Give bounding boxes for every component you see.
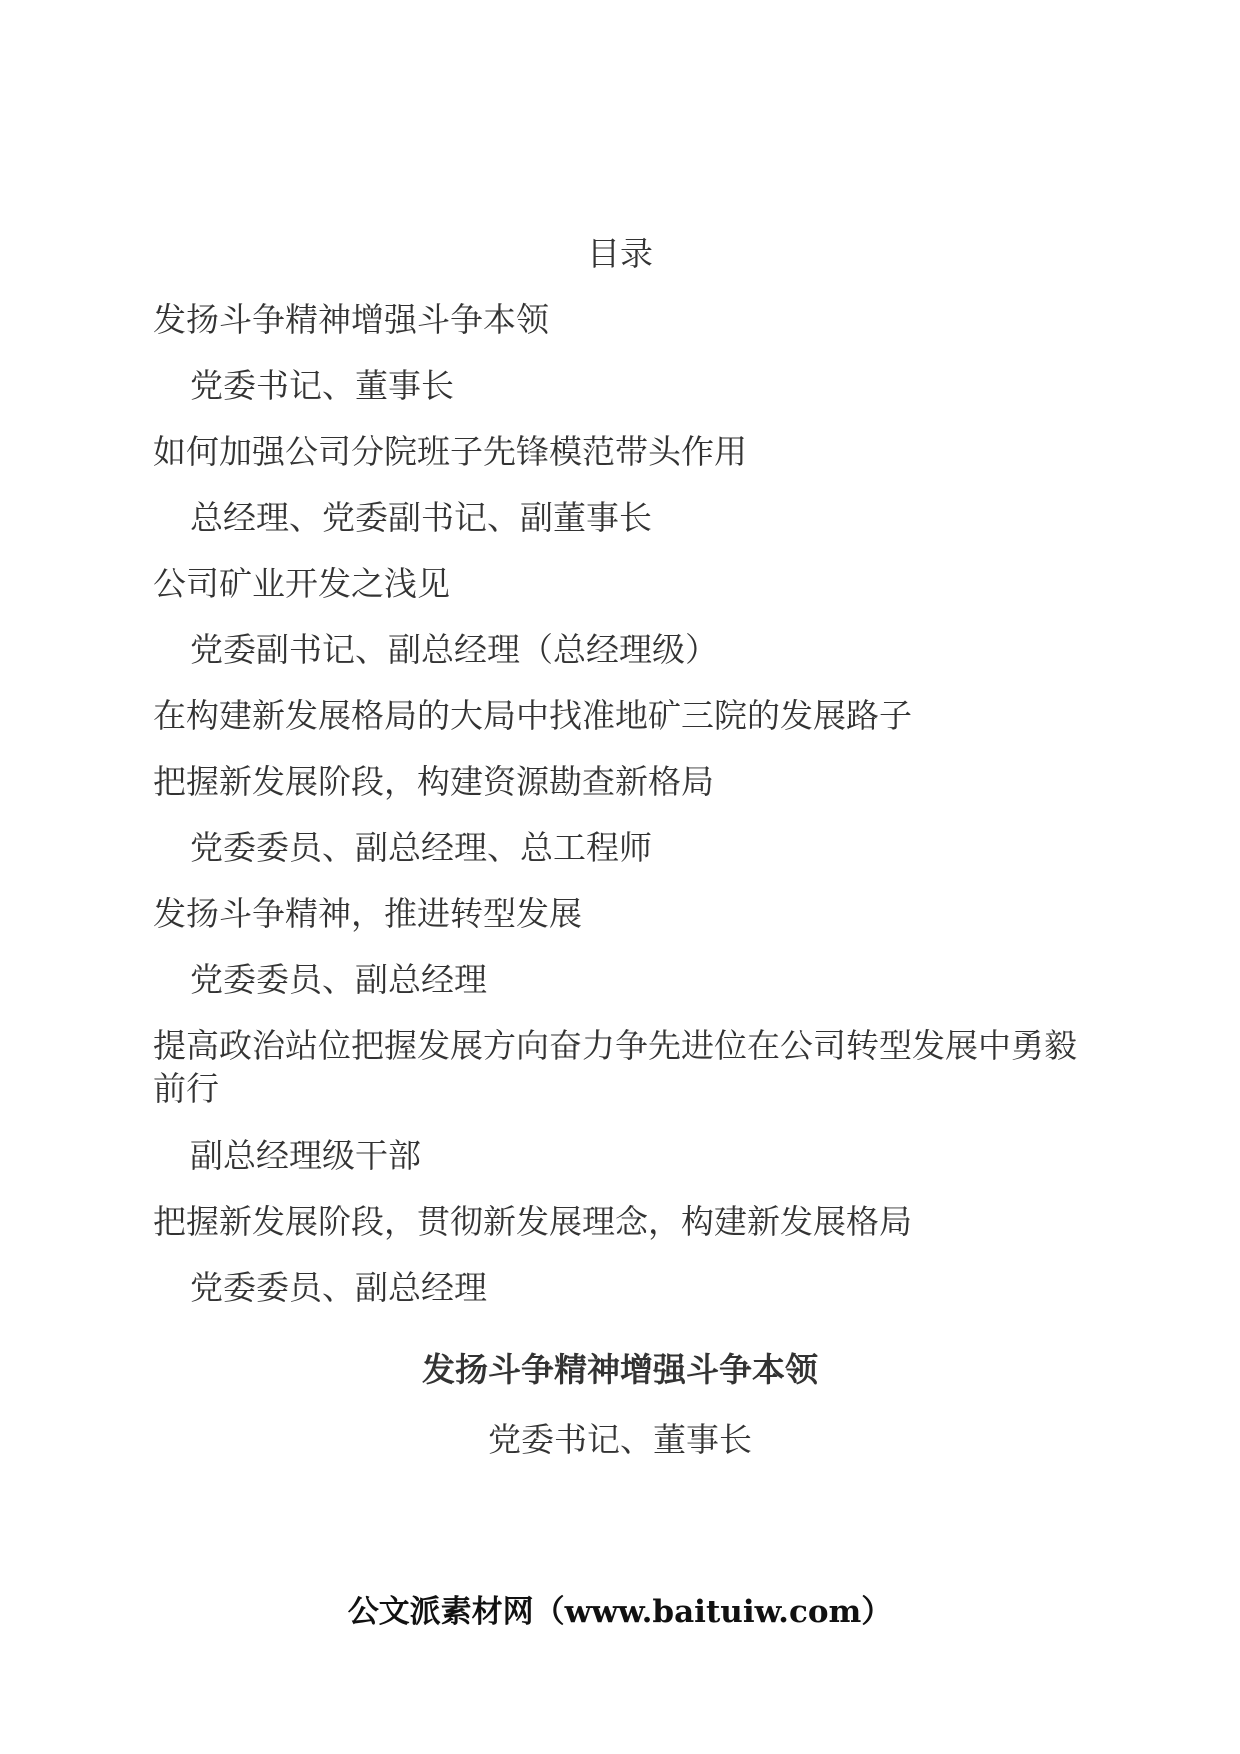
toc-title: 目录 bbox=[587, 234, 653, 273]
toc-entry-author: 党委书记、董事长 bbox=[190, 366, 454, 405]
toc-entry-author: 党委委员、副总经理、总工程师 bbox=[190, 828, 652, 867]
toc-entry-title: 发扬斗争精神，推进转型发展 bbox=[153, 894, 582, 933]
toc-entry-title: 把握新发展阶段，构建资源勘查新格局 bbox=[153, 762, 714, 801]
toc-entry-title: 发扬斗争精神增强斗争本领 bbox=[153, 300, 549, 339]
toc-entry-author: 党委委员、副总经理 bbox=[190, 1268, 487, 1307]
toc-entry-author: 党委委员、副总经理 bbox=[190, 960, 487, 999]
footer-watermark: 公文派素材网（www.baituiw.com） bbox=[347, 1594, 893, 1630]
toc-entry-author: 总经理、党委副书记、副董事长 bbox=[190, 498, 652, 537]
toc-entry-author: 党委副书记、副总经理（总经理级） bbox=[190, 630, 718, 669]
article-title: 发扬斗争精神增强斗争本领 bbox=[422, 1350, 818, 1389]
article-author: 党委书记、董事长 bbox=[488, 1420, 752, 1459]
toc-entry-title: 如何加强公司分院班子先锋模范带头作用 bbox=[153, 432, 747, 471]
toc-entry-author: 副总经理级干部 bbox=[190, 1136, 421, 1175]
toc-entry-title: 公司矿业开发之浅见 bbox=[153, 564, 450, 603]
toc-entry-title: 提高政治站位把握发展方向奋力争先进位在公司转型发展中勇毅前行 bbox=[153, 1026, 1077, 1108]
toc-entry-title: 在构建新发展格局的大局中找准地矿三院的发展路子 bbox=[153, 696, 912, 735]
toc-entry-title: 把握新发展阶段，贯彻新发展理念，构建新发展格局 bbox=[153, 1202, 912, 1241]
